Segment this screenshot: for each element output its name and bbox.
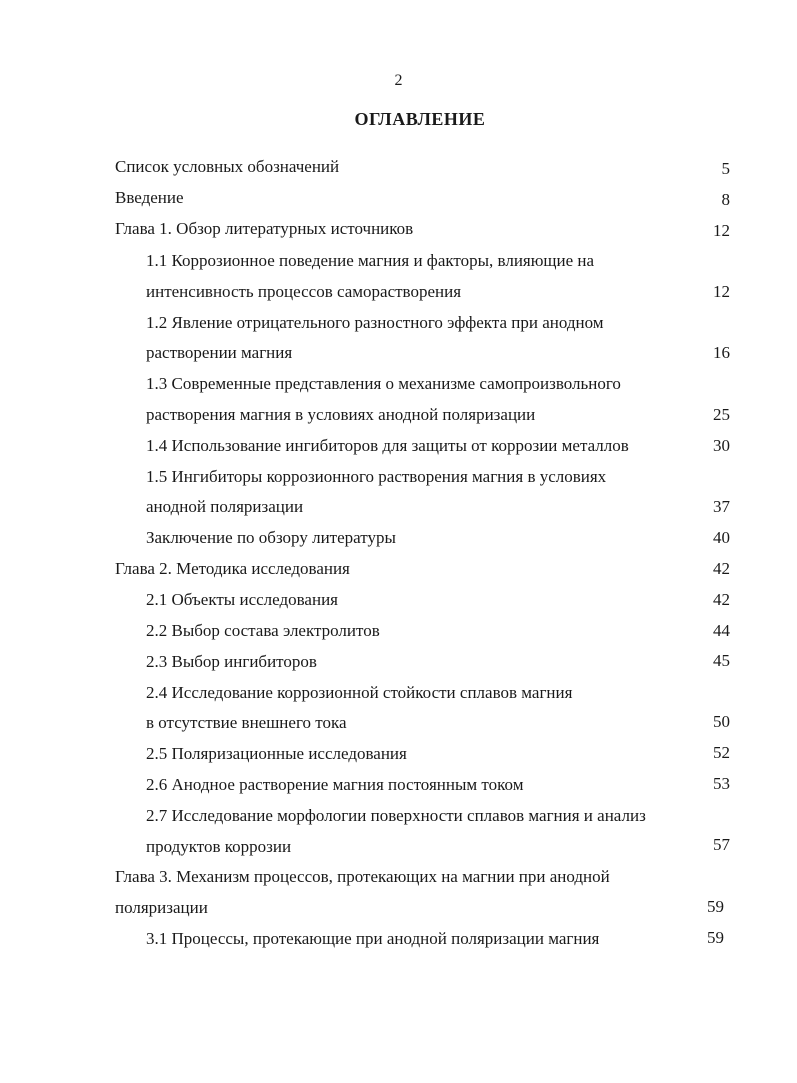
- toc-page-number: 12: [713, 221, 730, 240]
- toc-page-number: 44: [713, 621, 730, 640]
- toc-page-number: 5: [721, 159, 730, 178]
- toc-page-number: 37: [713, 497, 730, 516]
- toc-page-number: 42: [713, 559, 730, 578]
- toc-page-number: 25: [713, 405, 730, 424]
- toc-entry-chapter-1: Глава 1. Обзор литературных источников: [115, 219, 414, 238]
- toc-page-number: 42: [713, 590, 730, 609]
- toc-entry-literature-conclusion: Заключение по обзору литературы: [146, 528, 396, 547]
- toc-page-number: 30: [713, 436, 730, 455]
- toc-title: ОГЛАВЛЕНИЕ: [354, 109, 486, 129]
- toc-entry-section-1-1-cont: интенсивность процессов саморастворения: [146, 282, 462, 301]
- toc-entry-section-2-4: 2.4 Исследование коррозионной стойкости сплавов магния: [146, 683, 573, 702]
- toc-entry-chapter-2: Глава 2. Методика исследования: [115, 559, 350, 578]
- toc-entry-list-of-symbols: Список условных обозначений: [115, 157, 340, 176]
- toc-entry-section-2-7: 2.7 Исследование морфологии поверхности сплавов магния и анализ: [146, 806, 646, 825]
- toc-page-number: 52: [713, 743, 730, 762]
- toc-page-number: 40: [713, 528, 730, 547]
- toc-page-number: 45: [713, 651, 730, 670]
- toc-entry-section-1-2-cont: растворении магния: [146, 343, 293, 362]
- toc-entry-section-1-2: 1.2 Явление отрицательного разностного эффекта при анодном: [146, 313, 604, 332]
- toc-page-number: 50: [713, 712, 730, 731]
- toc-entry-section-2-3: 2.3 Выбор ингибиторов: [146, 652, 317, 671]
- page-number: 2: [394, 72, 403, 89]
- toc-entry-chapter-3-cont: поляризации: [115, 898, 208, 917]
- toc-page-number: 16: [713, 343, 730, 362]
- toc-entry-section-3-1: 3.1 Процессы, протекающие при анодной поляризации магния: [146, 929, 600, 948]
- toc-page-number: 59: [707, 928, 724, 947]
- toc-page-number: 12: [713, 282, 730, 301]
- toc-entry-section-1-3: 1.3 Современные представления о механизме самопроизвольного: [146, 374, 621, 393]
- toc-entry-section-2-7-cont: продуктов коррозии: [146, 837, 292, 856]
- toc-entry-section-1-5: 1.5 Ингибиторы коррозионного растворения магния в условиях: [146, 467, 607, 486]
- toc-entry-section-1-4: 1.4 Использование ингибиторов для защиты от коррозии металлов: [146, 436, 629, 455]
- toc-entry-section-2-6: 2.6 Анодное растворение магния постоянным током: [146, 775, 524, 794]
- toc-entry-introduction: Введение: [115, 188, 184, 207]
- toc-entry-section-2-4-cont: в отсутствие внешнего тока: [146, 713, 347, 732]
- toc-page-number: 59: [707, 897, 724, 916]
- toc-entry-section-2-5: 2.5 Поляризационные исследования: [146, 744, 407, 763]
- toc-page-number: 53: [713, 774, 730, 793]
- toc-entry-section-1-3-cont: растворения магния в условиях анодной поляризации: [146, 405, 536, 424]
- toc-entry-section-1-1: 1.1 Коррозионное поведение магния и факторы, влияющие на: [146, 251, 595, 270]
- toc-entry-section-1-5-cont: анодной поляризации: [146, 497, 304, 516]
- toc-page-number: 57: [713, 835, 730, 854]
- toc-entry-section-2-2: 2.2 Выбор состава электролитов: [146, 621, 380, 640]
- toc-entry-chapter-3: Глава 3. Механизм процессов, протекающих на магнии при анодной: [115, 867, 610, 886]
- toc-entry-section-2-1: 2.1 Объекты исследования: [146, 590, 338, 609]
- toc-page-number: 8: [721, 190, 730, 209]
